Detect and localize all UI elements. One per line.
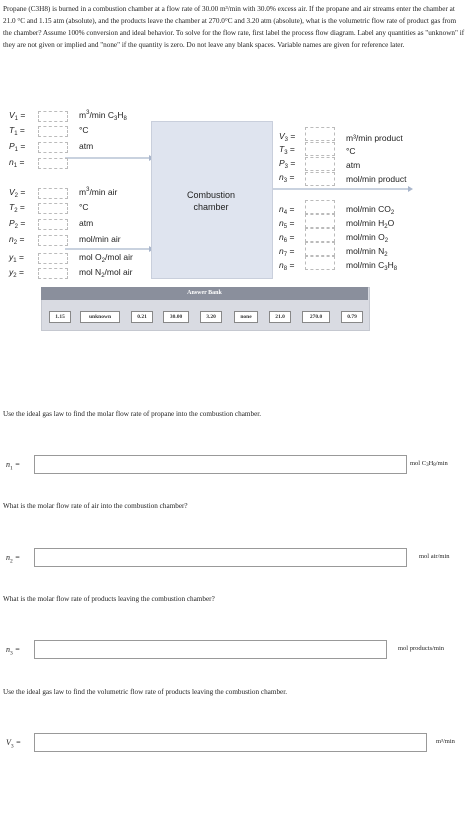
- n6-dropzone[interactable]: [305, 228, 335, 242]
- p2-dropzone[interactable]: [38, 219, 68, 230]
- n5-dropzone[interactable]: [305, 214, 335, 228]
- n3-label: $n_3$ =: [279, 172, 295, 184]
- chip-0-79[interactable]: 0.79: [341, 311, 363, 323]
- p2-unit: atm: [79, 218, 94, 228]
- p3-unit: atm: [346, 160, 361, 170]
- p2-label: $P_2$ =: [9, 218, 26, 230]
- v1-unit: $m^3/\min$ $C_3H_8$: [79, 110, 127, 122]
- chamber-label: [151, 189, 271, 213]
- answer-1-unit-tail: /min: [435, 460, 448, 467]
- n3-unit: mol/min product: [346, 174, 407, 184]
- v2-label: $V_2$ =: [9, 187, 26, 199]
- n8-unit: mol/min $C_3H_8$: [346, 260, 398, 272]
- p3-label: $P_3$ =: [279, 158, 296, 170]
- question-3-prompt: What is the molar flow rate of products leaving the combustion chamber?: [3, 595, 215, 603]
- n3-dropzone[interactable]: [305, 172, 335, 186]
- question-4-prompt: Use the ideal gas law to find the volumetric flow rate of products leaving the combustion chamber.: [3, 688, 288, 696]
- y2-label: $y_2$ =: [9, 267, 24, 279]
- answer-2-variable: $n_2$ =: [6, 553, 21, 565]
- n4-unit: mol/min $CO_2$: [346, 204, 395, 216]
- answer-2-input[interactable]: [34, 548, 407, 567]
- question-1-prompt: Use the ideal gas law to find the molar flow rate of propane into the combustion chamber.: [3, 410, 262, 418]
- chamber-label-line1: Combustion: [186, 190, 236, 200]
- n7-dropzone[interactable]: [305, 242, 335, 256]
- t2-unit: °C: [79, 202, 89, 212]
- v2-dropzone[interactable]: [38, 188, 68, 199]
- t3-dropzone[interactable]: [305, 142, 335, 156]
- n4-dropzone[interactable]: [305, 200, 335, 214]
- t2-dropzone[interactable]: [38, 203, 68, 214]
- answer-3-variable: $n_3$ =: [6, 645, 21, 657]
- answer-1-unit: mol $C_3H_8/\min$: [410, 460, 448, 468]
- v1-dropzone[interactable]: [38, 111, 68, 122]
- problem-statement: Propane (C3H8) is burned in a combustion chamber at a flow rate of 30.00 m³/min with 30.0% excess air. If the propane and air streams enter the chamber at 21.0 °C and 1.15 atm (absolute), and the products leave the chamber at 270.0°C and 3.20 atm (absolute), what is the volumetric flow rate of product gas from the chamber? Assume 100% conversion and ideal behavior. To solve for the flow rate, first label the process flow diagram. Label any quantities as "unknown" if they are not given or implied and "none" if the quantity is zero. Do not leave any blank spaces. Variable names are given for reference later.: [3, 5, 465, 49]
- answer-1-input[interactable]: [34, 455, 407, 474]
- t1-unit: °C: [79, 125, 89, 135]
- y1-dropzone[interactable]: [38, 253, 68, 264]
- n1-dropzone[interactable]: [38, 158, 68, 169]
- y1-unit: mol $O_2$/mol air: [79, 252, 133, 264]
- chip-30-00[interactable]: 30.00: [163, 311, 189, 323]
- answer-1-variable: $n_1$ =: [6, 460, 21, 472]
- chip-0-21[interactable]: 0.21: [131, 311, 153, 323]
- n1-label: $n_1$ =: [9, 157, 25, 169]
- n2-unit: mol/min air: [79, 234, 121, 244]
- t3-label: $T_3$ =: [279, 144, 295, 156]
- chip-none[interactable]: none: [234, 311, 258, 323]
- chip-unknown[interactable]: unknown: [80, 311, 120, 323]
- product-arrowhead: [408, 186, 413, 192]
- chip-3-20[interactable]: 3.20: [200, 311, 222, 323]
- t2-label: $T_2$ =: [9, 202, 25, 214]
- t3-unit: °C: [346, 146, 356, 156]
- p1-dropzone[interactable]: [38, 142, 68, 153]
- answer-bank-title: Answer Bank: [41, 287, 368, 300]
- t1-label: $T_1$ =: [9, 125, 25, 137]
- n2-label: $n_2$ =: [9, 234, 25, 246]
- v2-unit: $m^3/\min$ air: [79, 187, 118, 197]
- answer-3-unit: mol products/min: [398, 645, 445, 652]
- p3-dropzone[interactable]: [305, 157, 335, 171]
- n8-label: $n_8$ =: [279, 260, 295, 272]
- y2-unit: mol $N_2$/mol air: [79, 267, 133, 279]
- n6-unit: mol/min $O_2$: [346, 232, 389, 244]
- n8-dropzone[interactable]: [305, 256, 335, 270]
- v3-unit: m³/min product: [346, 133, 403, 143]
- n5-unit: mol/min $H_2O$: [346, 218, 395, 230]
- n7-unit: mol/min $N_2$: [346, 246, 388, 258]
- chip-1-15[interactable]: 1.15: [49, 311, 71, 323]
- v3-dropzone[interactable]: [305, 127, 335, 141]
- n4-label: $n_4$ =: [279, 204, 295, 216]
- p1-unit: atm: [79, 141, 94, 151]
- chip-270-0[interactable]: 270.0: [302, 311, 330, 323]
- n6-label: $n_6$ =: [279, 232, 295, 244]
- question-2-prompt: What is the molar flow rate of air into the combustion chamber?: [3, 502, 188, 510]
- y2-dropzone[interactable]: [38, 268, 68, 279]
- answer-2-unit: mol air/min: [419, 553, 450, 560]
- answer-4-variable: $V_3$ =: [6, 738, 22, 750]
- v3-label: $V_3$ =: [279, 131, 296, 143]
- answer-4-unit: m³/min: [436, 738, 455, 745]
- n2-dropzone[interactable]: [38, 235, 68, 246]
- n5-label: $n_5$ =: [279, 218, 295, 230]
- p1-label: $P_1$ =: [9, 141, 26, 153]
- answer-4-input[interactable]: [34, 733, 427, 752]
- chip-21-0[interactable]: 21.0: [269, 311, 291, 323]
- t1-dropzone[interactable]: [38, 126, 68, 137]
- chamber-label-line2: chamber: [193, 202, 229, 212]
- answer-3-input[interactable]: [34, 640, 387, 659]
- v1-label: $V_1$ =: [9, 110, 26, 122]
- n7-label: $n_7$ =: [279, 246, 295, 258]
- y1-label: $y_1$ =: [9, 252, 24, 264]
